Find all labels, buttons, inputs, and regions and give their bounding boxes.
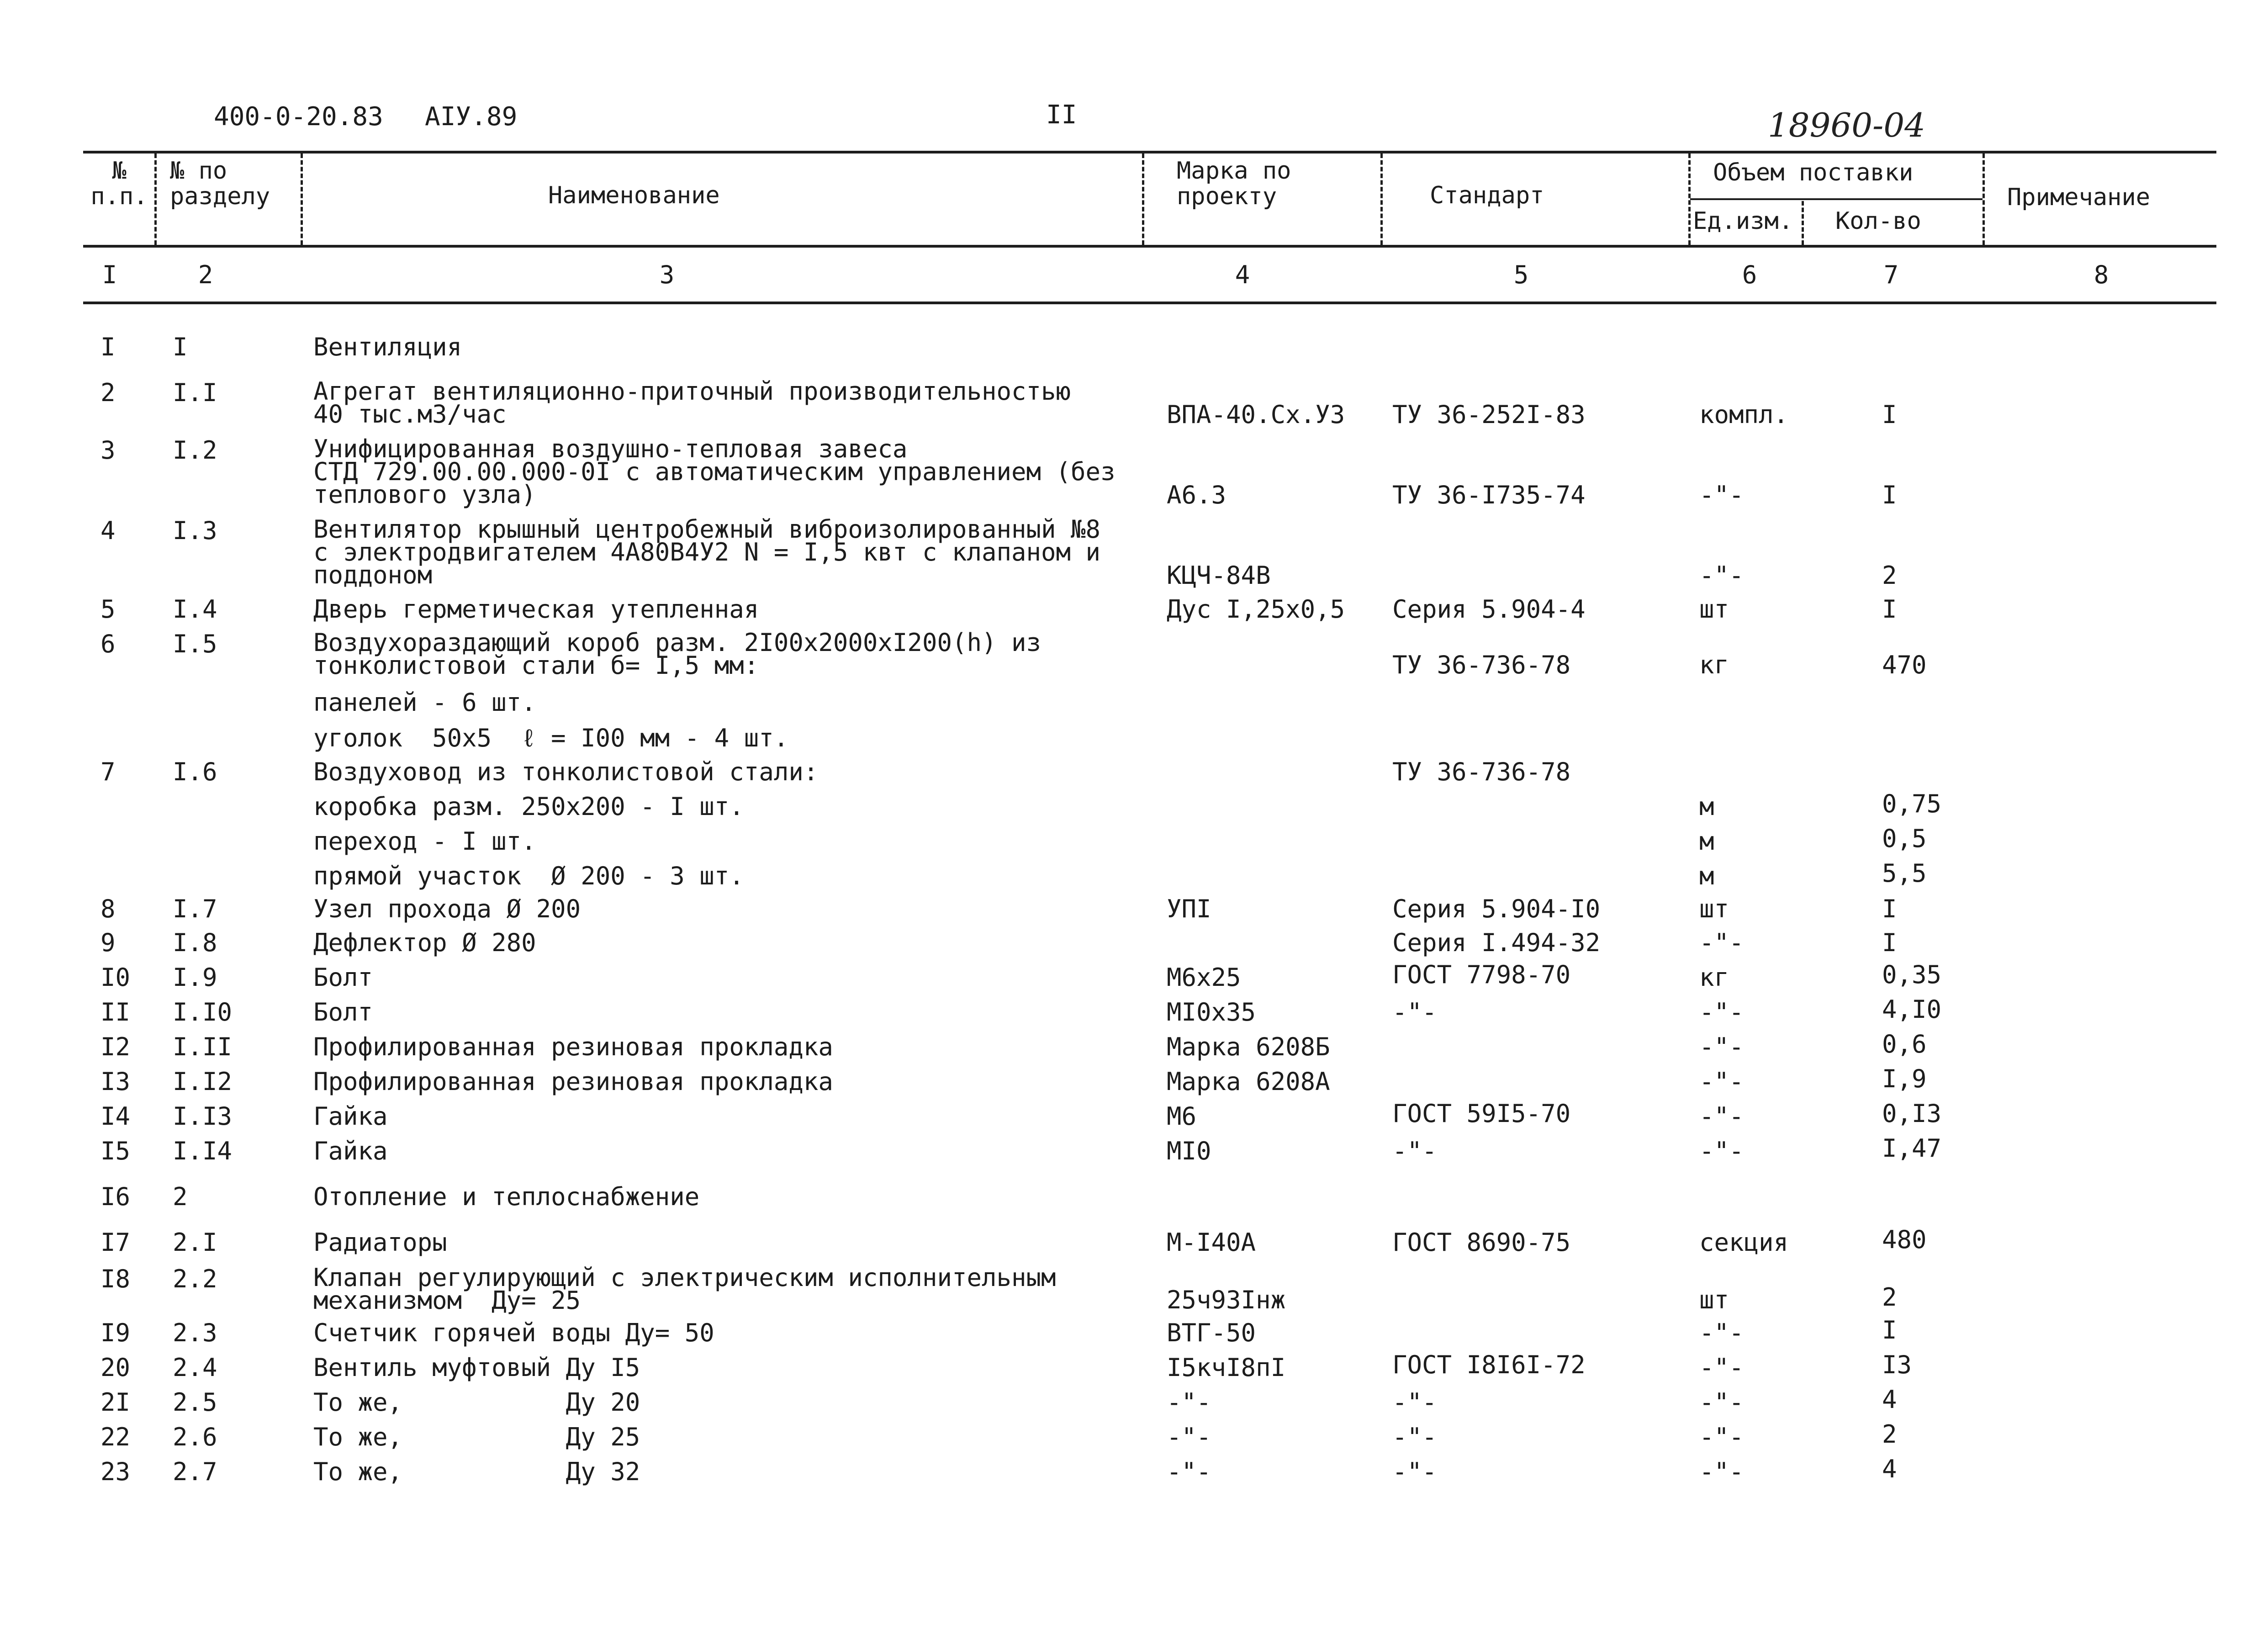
row-number: 4 [100, 516, 116, 545]
header-standard: Стандарт [1430, 182, 1544, 209]
item-name: Воздухораздающий короб разм. 2I00х2000хI200(h) из тонколистовой стали б= I,5 мм: [313, 628, 1041, 680]
item-standard: -"- [1392, 998, 1437, 1027]
row-number: 5 [100, 595, 116, 624]
section-number: I.9 [173, 963, 217, 992]
item-name: То же, Ду 20 [313, 1388, 640, 1417]
item-mark: ВТГ-50 [1167, 1318, 1256, 1347]
handwritten-number: 18960-04 [1768, 106, 1925, 144]
item-name: Вентиляция [313, 333, 462, 361]
item-unit: -"- [1699, 998, 1744, 1027]
item-unit: -"- [1699, 1318, 1744, 1347]
header-quantity: Кол-во [1835, 207, 1921, 235]
section-number: I.I [173, 378, 217, 407]
item-unit: компл. [1699, 400, 1789, 429]
item-name: Профилированная резиновая прокладка [313, 1032, 833, 1061]
item-standard: ТУ 36-736-78 [1392, 651, 1571, 679]
header-sep-2 [301, 153, 303, 245]
item-mark: М6х25 [1167, 963, 1241, 992]
item-mark: Марка 6208А [1167, 1067, 1330, 1096]
item-unit: м [1699, 827, 1714, 856]
item-unit: шт [1699, 894, 1729, 923]
row-number: I3 [100, 1067, 131, 1096]
item-name: Болт [313, 998, 373, 1027]
row-number: I [100, 333, 116, 361]
section-number: 2.3 [173, 1318, 217, 1347]
item-quantity: I,47 [1882, 1134, 1942, 1163]
item-unit: -"- [1699, 1032, 1744, 1061]
document-code: 400-0-20.83 [214, 102, 383, 132]
item-mark: А6.3 [1167, 481, 1227, 509]
section-number: 2.4 [173, 1353, 217, 1382]
header-section-number: № по разделу [170, 157, 270, 210]
item-name: Вентиль муфтовый Ду I5 [313, 1353, 640, 1382]
item-unit: -"- [1699, 1457, 1744, 1486]
item-unit: -"- [1699, 481, 1744, 509]
album-code: АIУ.89 [425, 102, 518, 132]
item-mark: 25ч93Iнж [1167, 1286, 1286, 1314]
item-standard: ГОСТ I8I6I-72 [1392, 1350, 1586, 1379]
item-name: То же, Ду 32 [313, 1457, 640, 1486]
header-unit: Ед.изм. [1693, 207, 1793, 235]
colnum-1: I [102, 260, 117, 289]
row-number: 9 [100, 928, 116, 957]
colnum-8: 8 [2094, 260, 2109, 289]
header-name: Наименование [548, 182, 720, 209]
item-unit: -"- [1699, 561, 1744, 590]
item-name: Профилированная резиновая прокладка [313, 1067, 833, 1096]
section-number: 2.6 [173, 1423, 217, 1451]
item-unit: -"- [1699, 928, 1744, 957]
item-quantity: I [1882, 481, 1897, 509]
section-number: I.4 [173, 595, 217, 624]
header-top-rule [83, 151, 2216, 153]
row-number: I8 [100, 1265, 131, 1293]
section-number: 2.7 [173, 1457, 217, 1486]
item-unit: м [1699, 862, 1714, 890]
header-note: Примечание [2007, 184, 2151, 211]
row-number: 6 [100, 630, 116, 658]
header-sep-1 [154, 153, 157, 245]
colnum-bottom-rule [83, 302, 2216, 304]
item-unit: кг [1699, 651, 1729, 679]
item-quantity: I [1882, 400, 1897, 429]
item-name: Болт [313, 963, 373, 992]
section-number: I.II [173, 1032, 233, 1061]
item-subline: коробка разм. 250х200 - I шт. [313, 792, 744, 821]
section-number: 2.2 [173, 1265, 217, 1293]
item-mark: МI0 [1167, 1137, 1211, 1165]
item-name: Счетчик горячей воды Ду= 50 [313, 1318, 714, 1347]
item-quantity: 0,6 [1882, 1030, 1927, 1058]
item-mark: -"- [1167, 1423, 1211, 1451]
section-number: I.I3 [173, 1102, 233, 1131]
item-mark: ВПА-40.Сх.УЗ [1167, 400, 1345, 429]
item-unit: -"- [1699, 1388, 1744, 1417]
header-bottom-rule [83, 245, 2216, 248]
section-number: I [173, 333, 188, 361]
row-number: II [100, 998, 131, 1027]
item-mark: I5кчI8пI [1167, 1353, 1286, 1382]
item-standard: -"- [1392, 1388, 1437, 1417]
section-number: 2.5 [173, 1388, 217, 1417]
item-quantity: I [1882, 595, 1897, 624]
item-mark: -"- [1167, 1457, 1211, 1486]
section-number: I.5 [173, 630, 217, 658]
item-standard: Серия I.494-32 [1392, 928, 1601, 957]
item-name: Агрегат вентиляционно-приточный производительностью 40 тыс.м3/час [313, 377, 1071, 429]
item-mark: УПI [1167, 894, 1211, 923]
item-name: Дефлектор Ø 280 [313, 928, 536, 957]
item-standard: ГОСТ 59I5-70 [1392, 1099, 1571, 1128]
row-number: I2 [100, 1032, 131, 1061]
row-number: I0 [100, 963, 131, 992]
item-quantity: 0,5 [1882, 824, 1927, 853]
item-mark: МI0х35 [1167, 998, 1256, 1027]
item-name: Гайка [313, 1137, 388, 1165]
section-number: I.6 [173, 757, 217, 786]
item-name: Клапан регулирующий с электрическим исполнительным механизмом Ду= 25 [313, 1263, 1056, 1315]
item-unit: шт [1699, 595, 1729, 624]
section-number: I.I0 [173, 998, 233, 1027]
section-number: I.2 [173, 436, 217, 465]
row-number: 7 [100, 757, 116, 786]
item-quantity: 0,75 [1882, 789, 1942, 818]
row-number: 8 [100, 894, 116, 923]
item-standard: -"- [1392, 1457, 1437, 1486]
item-standard: ГОСТ 7798-70 [1392, 960, 1571, 989]
item-name: Узел прохода Ø 200 [313, 894, 581, 923]
item-unit: кг [1699, 963, 1729, 992]
item-quantity: 4 [1882, 1385, 1897, 1414]
item-unit: -"- [1699, 1067, 1744, 1096]
item-standard: ТУ 36-I735-74 [1392, 481, 1586, 509]
item-quantity: I [1882, 1316, 1897, 1344]
item-quantity: I [1882, 894, 1897, 923]
item-mark: КЦЧ-84В [1167, 561, 1271, 590]
item-standard: -"- [1392, 1423, 1437, 1451]
colnum-3: 3 [659, 260, 675, 289]
row-number: I6 [100, 1182, 131, 1211]
item-standard: Серия 5.904-4 [1392, 595, 1586, 624]
item-subline: уголок 50х5 ℓ = I00 мм - 4 шт. [313, 724, 789, 752]
row-number: I9 [100, 1318, 131, 1347]
colnum-6: 6 [1742, 260, 1757, 289]
item-name: Радиаторы [313, 1228, 447, 1257]
item-name: Дверь герметическая утепленная [313, 595, 759, 624]
item-mark: Марка 6208Б [1167, 1032, 1330, 1061]
page-number: II [1046, 100, 1077, 130]
item-quantity: 0,35 [1882, 960, 1942, 989]
item-mark: М-I40А [1167, 1228, 1256, 1257]
item-unit: -"- [1699, 1423, 1744, 1451]
colnum-7: 7 [1883, 260, 1899, 289]
colnum-4: 4 [1235, 260, 1250, 289]
section-number: I.8 [173, 928, 217, 957]
item-unit: -"- [1699, 1137, 1744, 1165]
row-number: 2I [100, 1388, 131, 1417]
item-quantity: 0,I3 [1882, 1099, 1942, 1128]
header-sep-7 [1983, 153, 1985, 245]
colnum-2: 2 [198, 260, 213, 289]
item-subline: прямой участок Ø 200 - 3 шт. [313, 862, 744, 890]
row-number: 22 [100, 1423, 131, 1451]
item-quantity: 480 [1882, 1225, 1927, 1254]
item-standard: Серия 5.904-I0 [1392, 894, 1601, 923]
header-mark: Марка по проекту [1177, 157, 1291, 210]
item-unit: шт [1699, 1286, 1729, 1314]
header-row-number: № п.п. [90, 157, 148, 210]
item-mark: -"- [1167, 1388, 1211, 1417]
item-quantity: 4 [1882, 1455, 1897, 1483]
item-name: Унифицированная воздушно-тепловая завеса СТД 729.00.00.000-0I с автоматическим управлением (без теплового узла) [313, 434, 1115, 509]
section-number: I.3 [173, 516, 217, 545]
section-number: 2 [173, 1182, 188, 1211]
row-number: I7 [100, 1228, 131, 1257]
item-name: Вентилятор крышный центробежный виброизолированный №8 с электродвигателем 4А80В4У2 N = I,5 квт с клапаном и поддоном [313, 515, 1101, 589]
item-unit: -"- [1699, 1353, 1744, 1382]
item-subline: переход - I шт. [313, 827, 536, 856]
section-number: I.7 [173, 894, 217, 923]
item-quantity: 2 [1882, 1283, 1897, 1312]
item-unit: -"- [1699, 1102, 1744, 1131]
row-number: I4 [100, 1102, 131, 1131]
item-subline: панелей - 6 шт. [313, 688, 536, 717]
row-number: 2 [100, 378, 116, 407]
header-sep-6 [1802, 201, 1804, 245]
section-number: 2.I [173, 1228, 217, 1257]
row-number: 20 [100, 1353, 131, 1382]
header-group-rule [1690, 198, 1983, 200]
item-standard: ТУ 36-736-78 [1392, 757, 1571, 786]
colnum-5: 5 [1513, 260, 1529, 289]
item-name: То же, Ду 25 [313, 1423, 640, 1451]
header-sep-3 [1142, 153, 1144, 245]
item-standard: ТУ 36-252I-83 [1392, 400, 1586, 429]
item-standard: -"- [1392, 1137, 1437, 1165]
item-name: Воздуховод из тонколистовой стали: [313, 757, 819, 786]
item-name: Отопление и теплоснабжение [313, 1182, 700, 1211]
row-number: 3 [100, 436, 116, 465]
header-sep-5 [1688, 153, 1691, 245]
item-quantity: I,9 [1882, 1064, 1927, 1093]
section-number: I.I2 [173, 1067, 233, 1096]
item-quantity: 470 [1882, 651, 1927, 679]
row-number: 23 [100, 1457, 131, 1486]
item-quantity: 2 [1882, 1420, 1897, 1449]
header-supply-group: Объем поставки [1713, 159, 1914, 186]
section-number: I.I4 [173, 1137, 233, 1165]
item-mark: Дус I,25х0,5 [1167, 595, 1345, 624]
item-quantity: 5,5 [1882, 859, 1927, 888]
item-name: Гайка [313, 1102, 388, 1131]
item-unit: м [1699, 792, 1714, 821]
item-quantity: 4,I0 [1882, 995, 1942, 1024]
header-sep-4 [1380, 153, 1383, 245]
item-standard: ГОСТ 8690-75 [1392, 1228, 1571, 1257]
item-quantity: I [1882, 928, 1897, 957]
item-unit: секция [1699, 1228, 1789, 1257]
item-quantity: I3 [1882, 1350, 1912, 1379]
item-mark: М6 [1167, 1102, 1197, 1131]
row-number: I5 [100, 1137, 131, 1165]
item-quantity: 2 [1882, 561, 1897, 590]
